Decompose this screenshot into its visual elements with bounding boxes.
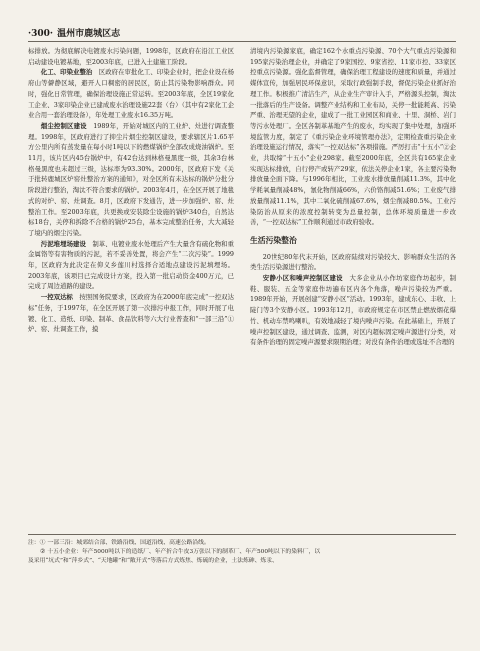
paragraph (28, 239, 234, 293)
page-header (28, 26, 456, 42)
footnote (28, 548, 456, 557)
page-number: ·300· (28, 29, 54, 39)
section-title: 生活污染整治 (250, 235, 297, 245)
paragraph: 标排放。为彻底解决电镀废水污染问题，1998年，区政府在沿江工业区启动建设电镀基地，至2003年底，已进入土建施工阶段。 (28, 47, 234, 66)
book-title: 温州市鹿城区志 (57, 29, 121, 39)
footnote-marker: ② (40, 549, 46, 556)
paragraph-text: 按照国务院要求，区政府为在2000年底完成“一控双达标”任务，于1997年，在全区开展了第一次排污申报工作，同时开展了电镀、化工、造纸、印染、制革、食品饮料等六大行业普查和“一部三沿”①炉、窑、灶调查工作，摸 (28, 293, 234, 334)
paragraph (28, 292, 234, 335)
paragraph-text: 区政府在审批化工、印染企业时，把企业设在杨府山等僻静区域，避开人口稠密的居民区，防止其污染物影响群众。同时，强化日常管理，确保治理设施正常运转。至2003年底，全区19家化工企业、3家印染企业已建成废水治理设施22套（台）（其中有2家化工企业合用一套治理设备），年处理工业废水16.35万吨。 (28, 68, 234, 120)
footnote (28, 539, 456, 548)
paragraph-text: 1989年，开始对城区内的工业炉、灶进行调查整理。1998年，区政府进行了抑尘片烟尘控制区建设，要求辖区片1.65平方公里内所有蒸发量在每小时1吨以下的燃煤锅炉全部改成烧油锅炉。至11月，该片区内45台锅炉中，有42台达到林格曼黑度一级，其余3台林格曼黑度也未超过三级，达标率为93.30%。2000年，区政府下发《关于批转鹿城区炉窑灶整治方案的通知》，对全区所有未达标的锅炉分批分阶段进行整治，淘汰不符合要求的锅炉。2003年4月，在全区开展了地毯式的对炉、窑、灶调查。8月，区政府下发通告，进一步加强炉、窑、灶整治工作。至2003年底，共更换或安装除尘设施的锅炉340台，自然达标18台，关停和拆除不合格的锅炉25台，基本完成整治任务，大大减轻了境内的烟尘污染。 (28, 121, 234, 237)
paragraph: 清境内污染源家底，确定162个水重点污染源、70个大气重点污染源和195家污染治理企业，并确定了9家国控、9家省控、11家市控、33家区控重点污染源。强化监督管理，确保治理工程建设的速度和质量，并通过媒体宣传，加强居民环保意识，采取行政强制手段，督促污染企业抓好治理工作。积极推广清洁生产，从企业生产审计入手，严格源头控制，淘汰一批落后的生产设备。调整产业结构和工业布局，关停一批能耗高、污染严重、治理无望的企业，建成了一批工业园区和商业、十里、洞桥、岩门等污水处理厂。全区各制革基地产生的废水，均实现了集中处理，加强环境监管力度，制定了《重污染企业环境管理办法》，定期检查重污染企业治理设施运行情况，落实“一控双达标”各项措施。严厉打击“十五小”②企业，共取缔“十五小”企业298家。截至2000年底，全区共有165家企业实现达标排放，自行停产或转产29家，依法关停企业1家，各主要污染物排放量全面下降。与1996年相比，工业废水排放量削减11.3%，其中化学耗氧量削减48%，氰化物削减66%，六价铬削减51.6%；工业废气排放量削减11.1%，其中二氧化硫削减67.6%，烟尘削减80.5%。工业污染防治从原来的浓度控制转变为总量控制，总体环境质量进一步改善，“一控双达标”工作顺利通过市政府验收。 (250, 47, 456, 227)
footnote-text: 十五小企业：年产5000吨以下的造纸厂、年产折合牛皮3万张以下的制革厂、年产500吨以下的染料厂，以 (47, 549, 321, 556)
paragraph-text: 制革、电镀业废水处理后产生大量含有硫化物和重金属铬等有害物质的污泥，若不妥善处置，将会产生“二次污染”。1999年，区政府为此决定在仰义乡莲川村选择合适地点建设污泥填埋场。2003年底，该项目已完成设计方案，投入第一批启动资金400万元，已完成了周边道路的建设。 (28, 239, 234, 291)
paragraph-keyword: 一控双达标 (40, 293, 73, 302)
paragraph (28, 67, 234, 121)
right-column (250, 46, 456, 528)
book-page (28, 26, 456, 626)
paragraph (28, 121, 234, 239)
paragraph: 20世纪80年代末开始，区政府陆续对污染较大、影响群众生活的各类生活污染源进行整治。 (250, 252, 456, 272)
paragraph-keyword: 烟尘控制区建设 (40, 121, 87, 130)
footnote-continuation: 及采用“坑式”和“萍乡式”、“天地罐”和“敞开式”等落后方式炼焦、炼硫的企业，土法炼砷、炼汞、 (28, 558, 278, 565)
paragraph-keyword: 化工、印染业整治 (40, 68, 93, 77)
footnote-marker: 注：① (28, 540, 46, 546)
paragraph-text: 大多企业从小作坊家庭作坊起步，制鞋、服装、五金等家庭作坊遍布区内各个角落，噪声污染较为严重。1989年开始，开展创建“安静小区”活动。1993年，建成东心、丰收、上陡门等3个安静小区。1993年12月，市政府规定在市区禁止燃放烟花爆竹、机动车禁鸣喇叭，有效地减轻了境内噪声污染。在此基础上，开展了噪声控制区建设，通过调查、监测，对区内超标固定噪声源进行分类，对有条件治理的固定噪声源要求限期治理；对没有条件治理或选址不合理的 (250, 274, 456, 347)
paragraph-keyword: 安静小区和噪声控制区建设 (262, 274, 343, 283)
paragraph-keyword: 污泥堆埋场建设 (40, 239, 86, 248)
body-columns (28, 46, 456, 528)
paragraph (250, 273, 456, 348)
left-column (28, 46, 234, 528)
footnote-text: 一部三沿：城郊结合部、铁路沿线、国道沿线、高速公路沿线。 (47, 540, 210, 546)
footnotes (28, 534, 456, 567)
